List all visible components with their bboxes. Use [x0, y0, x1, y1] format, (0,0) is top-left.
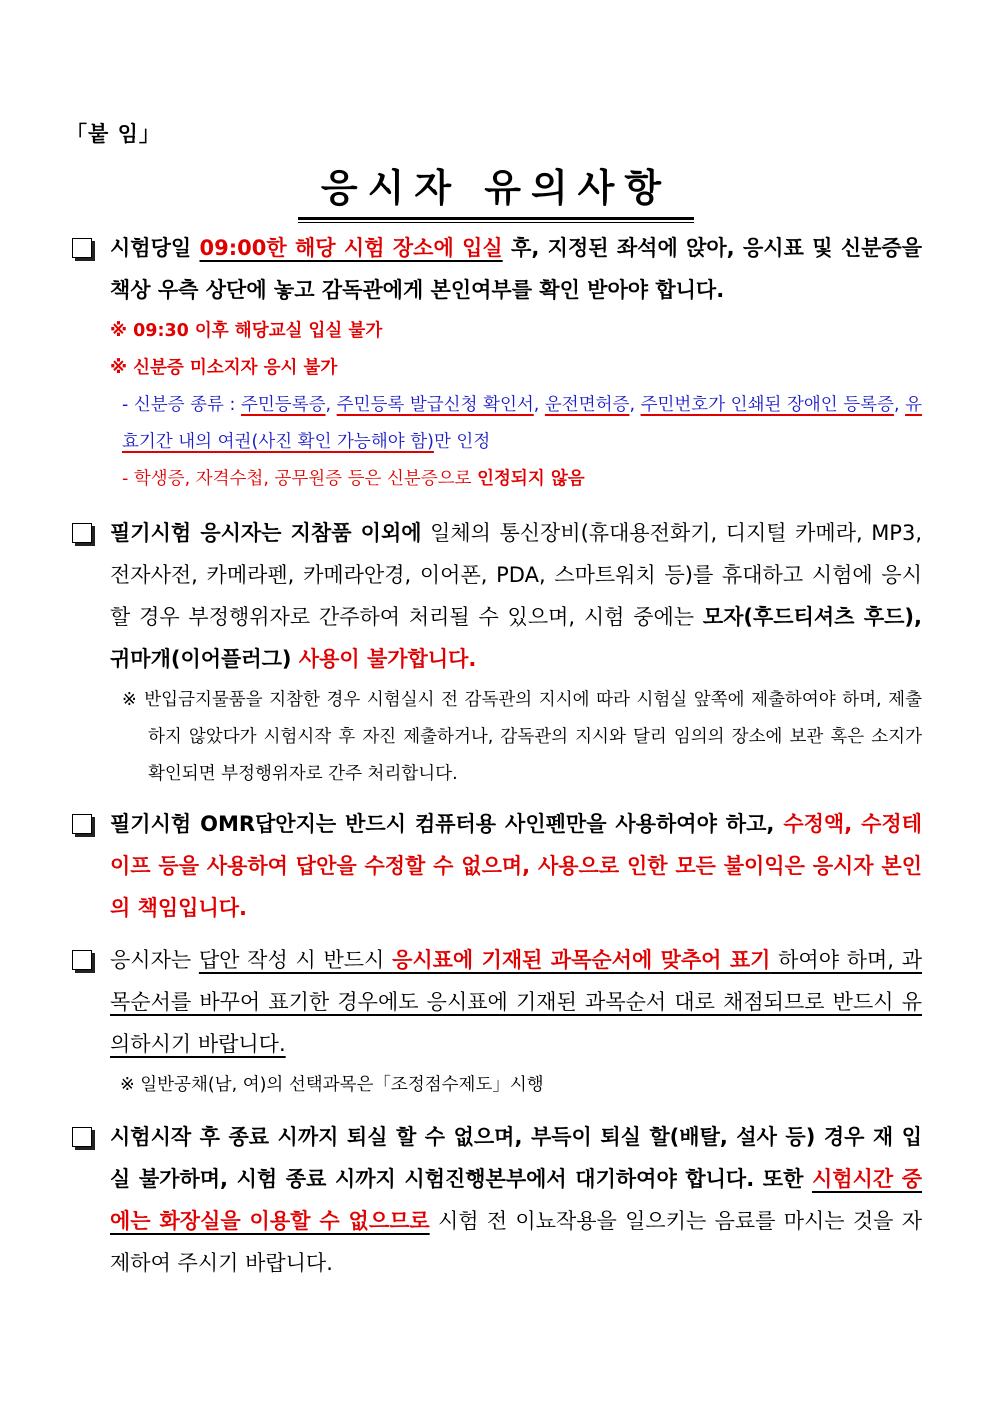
checkbox-square-icon	[72, 523, 92, 543]
separator: ,	[533, 395, 545, 415]
not-accepted-lead: - 학생증, 자격수첩, 공무원증 등은 신분증으로	[122, 469, 478, 489]
text-span: 또한	[754, 1167, 812, 1191]
text-span: 시험 전 이뇨작용을 일으키는 음료를 마시는 것을 자제하여 주시기 바랍니다.	[110, 1209, 922, 1275]
title-underline-thick	[298, 217, 694, 220]
prohibited-emphasis: 사용이 불가합니다.	[291, 647, 477, 671]
page-title-block	[298, 163, 694, 223]
correction-emphasis: 수정액, 수정테이프 등을 사용하여 답안을 수정할 수 없으며, 사용으로 인한 모든 불이익은 응시자 본인의 책임입니다.	[110, 812, 922, 920]
checkbox-square-icon	[72, 950, 92, 970]
section-2-text	[70, 512, 922, 680]
text-span: 모자(후드티셔츠 후드), 귀마개(이어플러그)	[110, 605, 923, 671]
checkbox-square-icon	[72, 238, 92, 258]
section-entry-time	[70, 227, 922, 498]
note-adjusted-score: ※ 일반공채(남, 여)의 선택과목은「조정점수제도」시행	[120, 1075, 544, 1095]
note-prohibited-items: ※ 반입금지물품을 지참한 경우 시험실시 전 감독관의 지시에 따라 시험실 앞쪽에 제출하여야 하며, 제출하지 않았다가 시험시작 후 자진 제출하거나, 감독관의 지시와 달리 임의의 장소에 보관 혹은 소지가 확인되면 부정행위자로 간주 처리합니다.	[122, 690, 922, 784]
id-types-list	[70, 387, 922, 461]
checkbox-square-icon	[72, 814, 92, 834]
not-accepted-emphasis: 인정되지 않음	[477, 469, 585, 489]
page-title: 응시자 유의사항	[320, 166, 672, 210]
separator: ,	[325, 395, 337, 415]
separator: ,	[893, 395, 906, 415]
section-subject-order	[70, 939, 922, 1104]
separator: ,	[629, 395, 641, 415]
text-span: 시험당일	[110, 236, 200, 260]
title-underline-thin	[298, 222, 694, 223]
text-span: 하여야 하며, 과목순서를 바꾸어 표기한 경우에도 응시표에 기재된 과목순서 대로 채점되므로 반드시 유의하시기 바랍니다.	[110, 948, 922, 1056]
section-5-text	[70, 1116, 922, 1284]
text-span: 필기시험 응시자는 지참품 이외에	[110, 521, 422, 545]
section-3-text	[70, 803, 922, 929]
restroom-emphasis: 시험시간 중에는 화장실을 이용할 수 없으므로	[110, 1167, 923, 1233]
text-span: 필기시험 OMR답안지는 반드시 컴퓨터용 사인펜만을 사용하여야 하고,	[110, 812, 775, 836]
text-span: 후, 지정된 좌석에 앉아, 응시표 및 신분증을 책상 우측 상단에 놓고 감독관에게 본인여부를 확인 받아야 합니다.	[110, 236, 923, 302]
entry-time-emphasis: 09:00한 해당 시험 장소에 입실	[199, 236, 503, 260]
text-span: 일체의 통신장비(휴대용전화기, 디지털 카메라, MP3, 전자사전, 카메라펜, 카메라안경, 이어폰, PDA, 스마트워치 등)를 휴대하고 시험에 응시할 경우 부정행위자로 간주하여 처리될 수 있으며, 시험 중에는	[110, 521, 923, 629]
id-type-item: 주민번호가 인쇄된 장애인 등록증	[640, 395, 894, 415]
note-late-entry: ※ 09:30 이후 해당교실 입실 불가	[110, 321, 383, 341]
section-4-text	[70, 939, 922, 1065]
section-leaving-room	[70, 1116, 922, 1284]
section-1-text	[70, 227, 922, 311]
section-prohibited-items	[70, 512, 922, 793]
id-type-item: 유효기간 내의 여권(사진 확인 가능해야 함)	[122, 395, 922, 452]
id-type-item: 주민등록증	[241, 395, 326, 415]
subject-order-emphasis: 응시표에 기재된 과목순서에 맞추어 표기	[392, 948, 771, 972]
text-span: 답안 작성 시 반드시	[198, 948, 393, 972]
id-types-suffix: 만 인정	[433, 432, 491, 452]
text-span: 시험시작 후 종료 시까지 퇴실 할 수 없으며, 부득이 퇴실 할(배탈, 설사 등) 경우 재 입실 불가하며, 시험 종료 시까지 시험진행본부에서 대기하여야 합니다.	[110, 1125, 922, 1191]
checkbox-square-icon	[72, 1127, 92, 1147]
section-omr-answer-sheet	[70, 803, 922, 929]
not-accepted-ids	[70, 461, 922, 498]
note-no-id: ※ 신분증 미소지자 응시 불가	[110, 358, 338, 378]
id-type-item: 운전면허증	[544, 395, 630, 415]
id-type-item: 주민등록 발급신청 확인서	[336, 395, 534, 415]
id-types-lead: - 신분증 종류 :	[122, 395, 241, 415]
text-span: 응시자는	[110, 948, 199, 972]
attachment-label: 「붙 임」	[66, 122, 161, 146]
